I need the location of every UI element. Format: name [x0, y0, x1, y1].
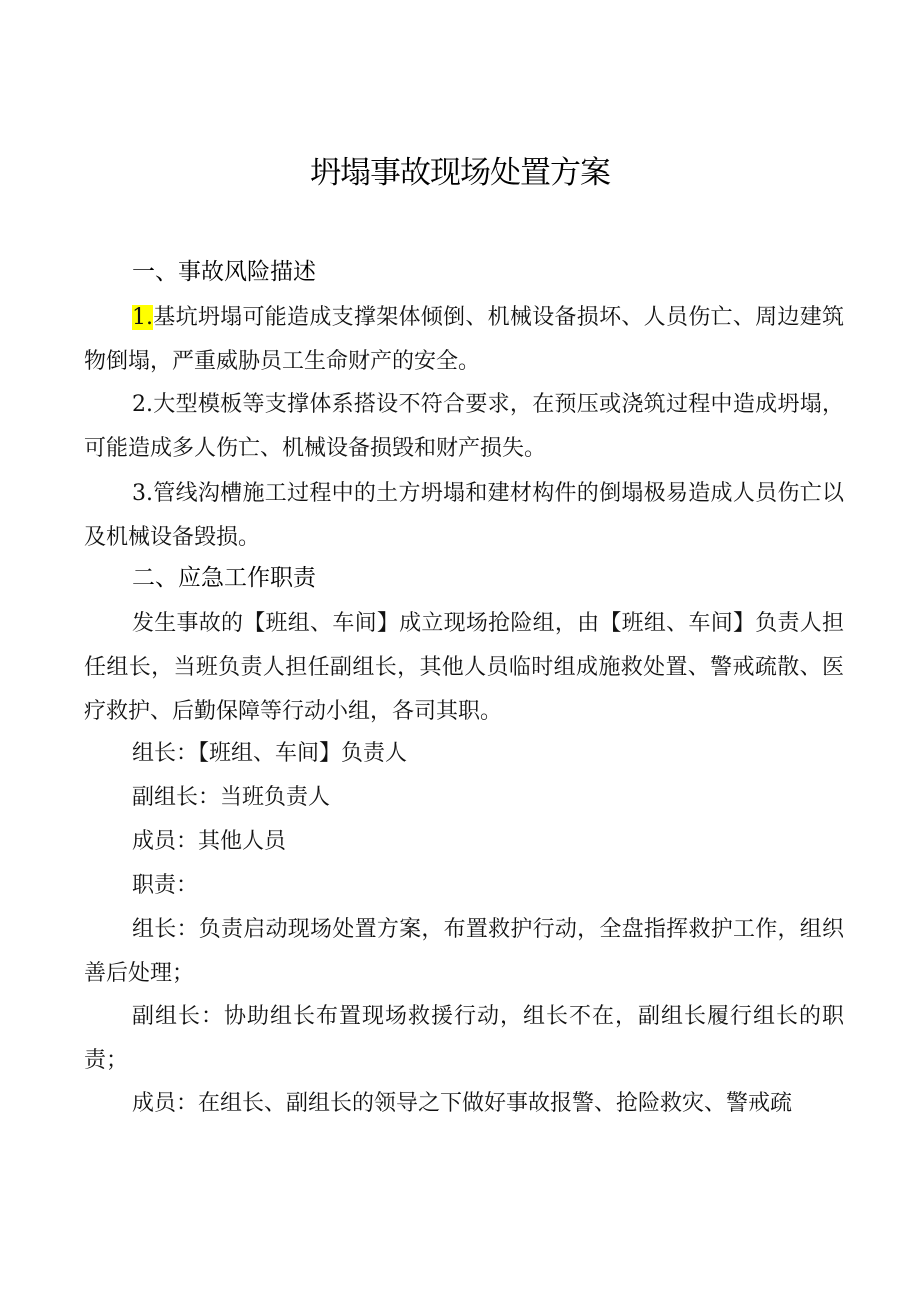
section-heading-duties: 二、应急工作职责: [132, 565, 316, 591]
leader-duty: 组长：负责启动现场处置方案，布置救护行动，全盘指挥救护工作，组织善后处理；: [84, 917, 844, 986]
deputy-duty: 副组长：协助组长布置现场救援行动，组长不在，副组长履行组长的职责；: [84, 1004, 844, 1073]
members-line: 成员：其他人员: [132, 829, 287, 854]
deputy-line: 副组长：当班负责人: [132, 785, 331, 810]
leader-line: 组长：【班组、车间】负责人: [132, 741, 408, 766]
risk-item-3: 3.管线沟槽施工过程中的土方坍塌和建材构件的倒塌极易造成人员伤亡以及机械设备毁损。: [84, 481, 844, 550]
risk-item-1-text: 基坑坍塌可能造成支撑架体倾倒、机械设备损坏、人员伤亡、周边建筑物倒塌，严重威胁员工生命财产的安全。: [84, 305, 844, 374]
risk-item-1: [84, 296, 844, 384]
section-heading-risk: 一、事故风险描述: [132, 259, 316, 285]
members-duty: 成员：在组长、副组长的领导之下做好事故报警、抢险救灾、警戒疏: [132, 1091, 793, 1116]
document-title: 坍塌事故现场处置方案: [310, 155, 610, 191]
highlighted-number: 1.: [132, 305, 153, 330]
team-intro: 发生事故的【班组、车间】成立现场抢险组，由【班组、车间】负责人担任组长，当班负责人担任副组长，其他人员临时组成施救处置、警戒疏散、医疗救护、后勤保障等行动小组，各司其职。: [84, 611, 844, 724]
duties-label: 职责：: [132, 873, 199, 898]
risk-item-2: 2.大型模板等支撑体系搭设不符合要求，在预压或浇筑过程中造成坍塌，可能造成多人伤亡、机械设备损毁和财产损失。: [84, 392, 844, 461]
